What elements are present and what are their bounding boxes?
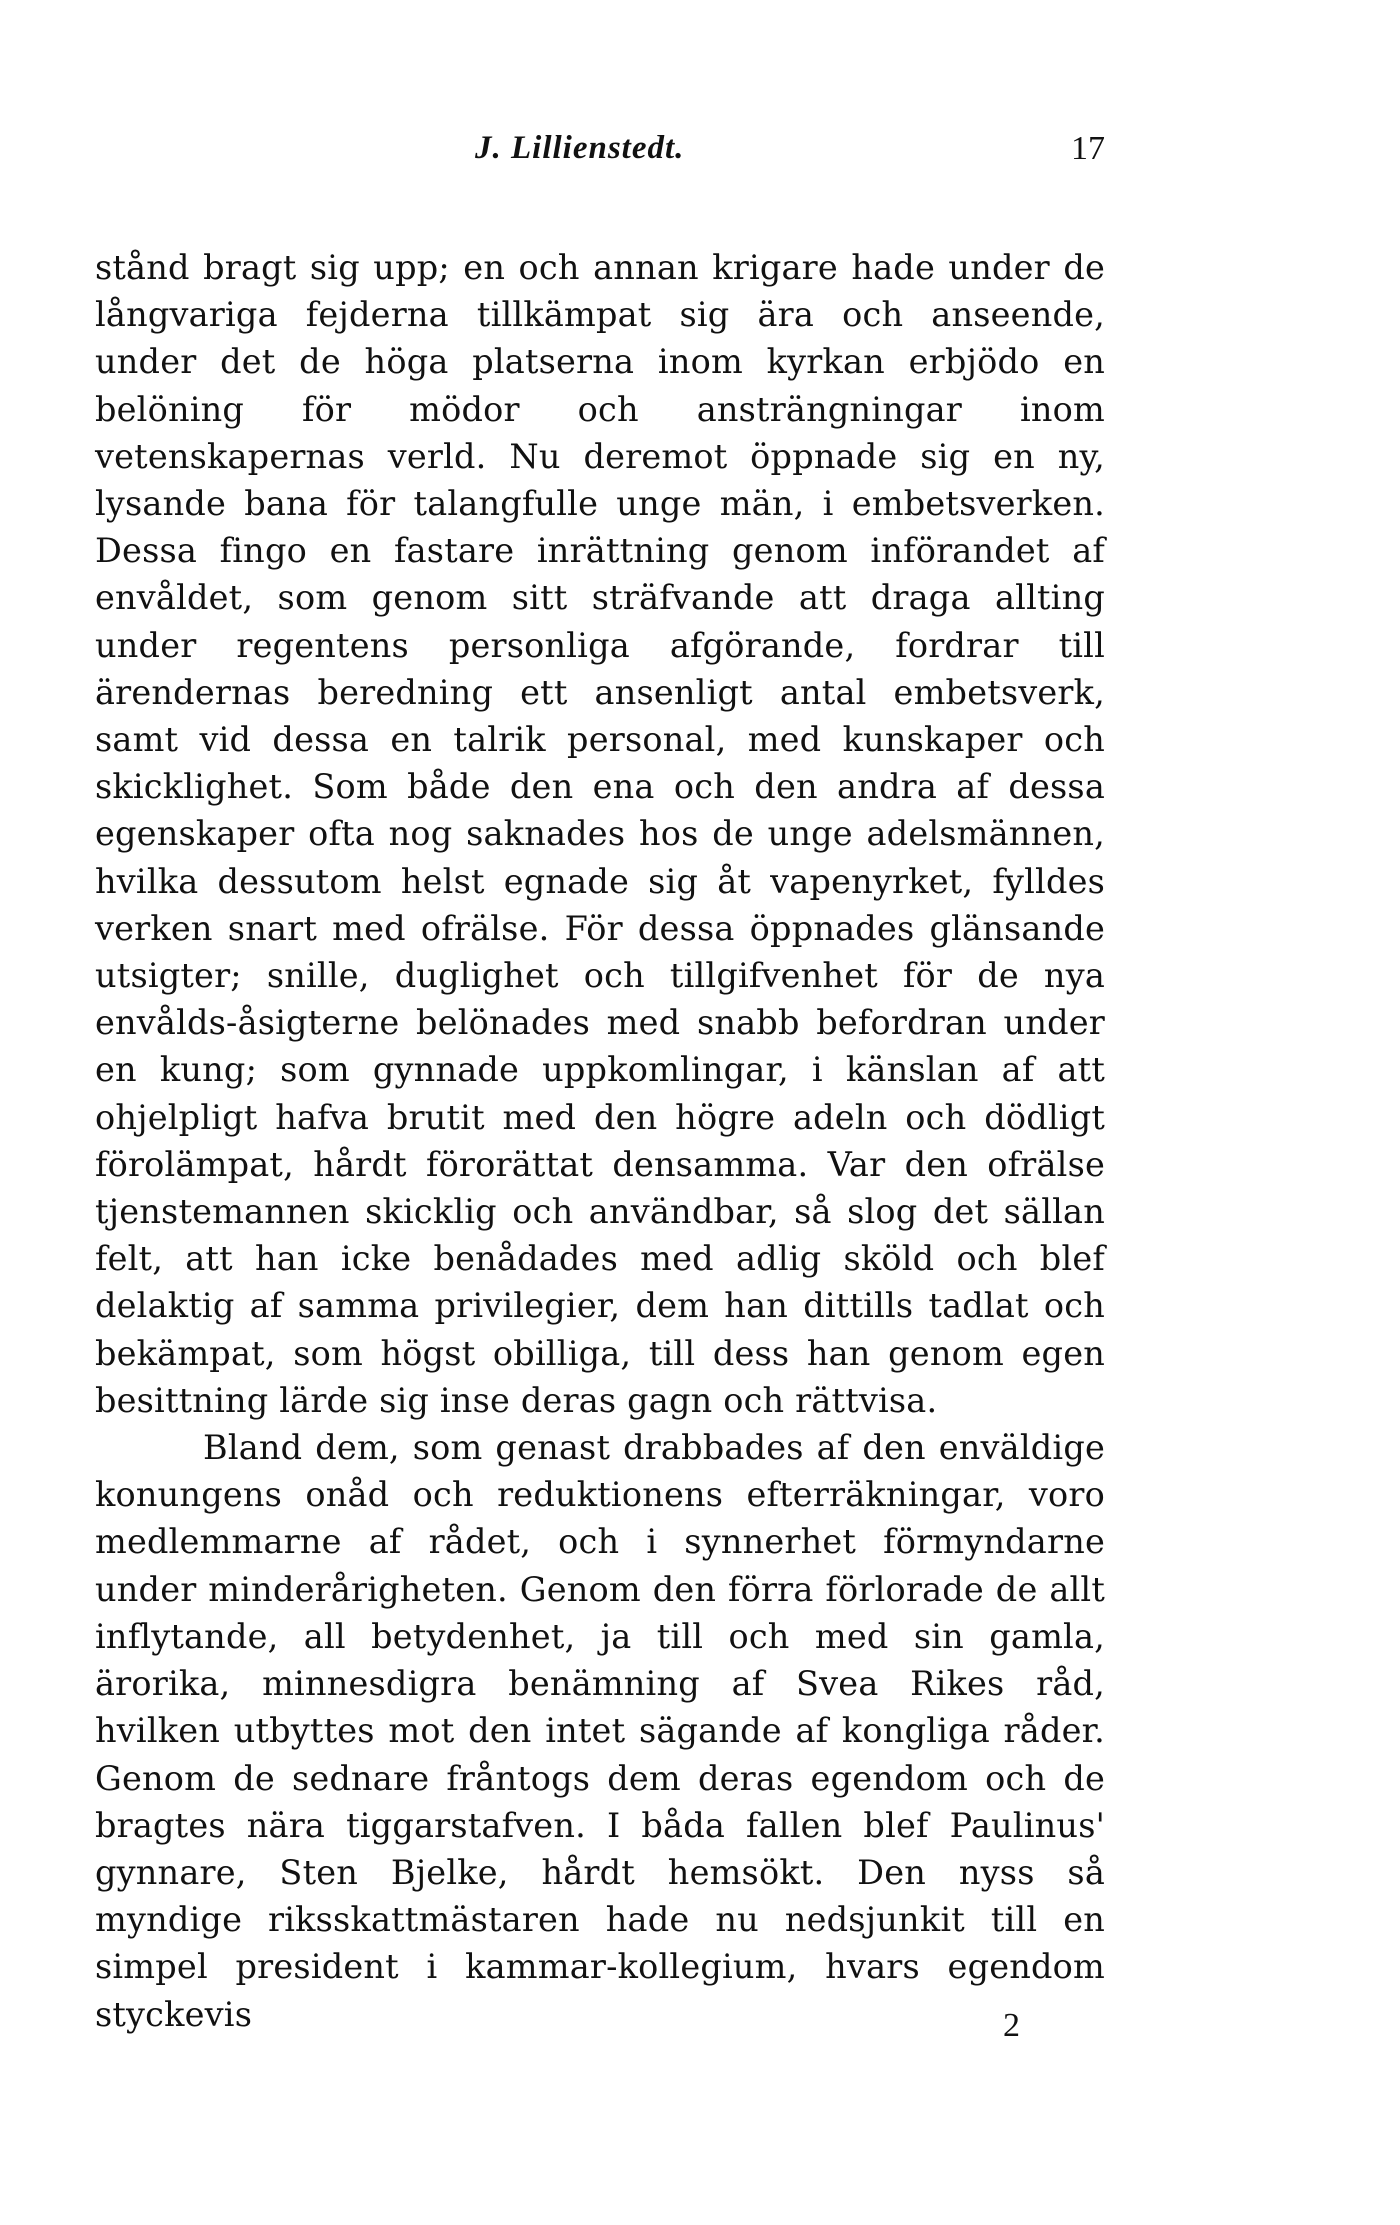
signature-mark: 2	[1003, 2007, 1020, 2044]
paragraph-1: stånd bragt sig upp; en och annan krigare hade under de långvariga fejderna tillkämpat sig ära och anseende, under det de höga platserna inom kyrkan erbjödo en belöning för mödor och ansträngningar inom vetenskapernas verld. Nu deremot öppnade sig en ny, lysande bana för talangfulle unge män, i embetsverken. Dessa fingo en fastare inrättning genom införandet af envåldet, som genom sitt sträfvande att draga allting under regentens personliga afgörande, fordrar till ärendernas beredning ett ansenligt antal embetsverk, samt vid dessa en talrik personal, med kunskaper och skicklighet. Som både den ena och den andra af dessa egenskaper ofta nog saknades hos de unge adelsmännen, hvilka dessutom helst egnade sig åt vapenyrket, fylldes verken snart med ofrälse. För dessa öppnades glänsande utsigter; snille, duglighet och tillgifvenhet för de nya envålds-åsigterne belönades med snabb befordran under en kung; som gynnade uppkomlingar, i känslan af att ohjelpligt hafva brutit med den högre adeln och dödligt förolämpat, hårdt förorättat densamma. Var den ofrälse tjenstemannen skicklig och användbar, så slog det sällan felt, att han icke benådades med adlig sköld och blef delaktig af samma privilegier, dem han dittills tadlat och bekämpat, som högst obilliga, till dess han genom egen besittning lärde sig inse deras gagn och rättvisa.	[95, 248, 1105, 1420]
page-number: 17	[1071, 130, 1105, 167]
paragraph-2: Bland dem, som genast drabbades af den enväldige konungens onåd och reduktionens efterräkningar, voro medlemmarne af rådet, och i synnerhet förmyndarne under minderårigheten. Genom den förra förlorade de allt inflytande, all betydenhet, ja till och med sin gamla, ärorika, minnesdigra benämning af Svea Rikes råd, hvilken utbyttes mot den intet sägande af kongliga råder. Genom de sednare fråntogs dem deras egendom och de bragtes nära tiggarstafven. I båda fallen blef Paulinus' gynnare, Sten Bjelke, hårdt hemsökt. Den nyss så myndige riksskattmästaren hade nu nedsjunkit till en simpel president i kammar-kollegium, hvars egendom styckevis	[95, 1428, 1105, 2034]
book-page	[95, 130, 1105, 2150]
page-header	[95, 130, 1105, 186]
running-head: J. Lillienstedt.	[475, 130, 685, 166]
body-text	[95, 244, 1105, 2038]
